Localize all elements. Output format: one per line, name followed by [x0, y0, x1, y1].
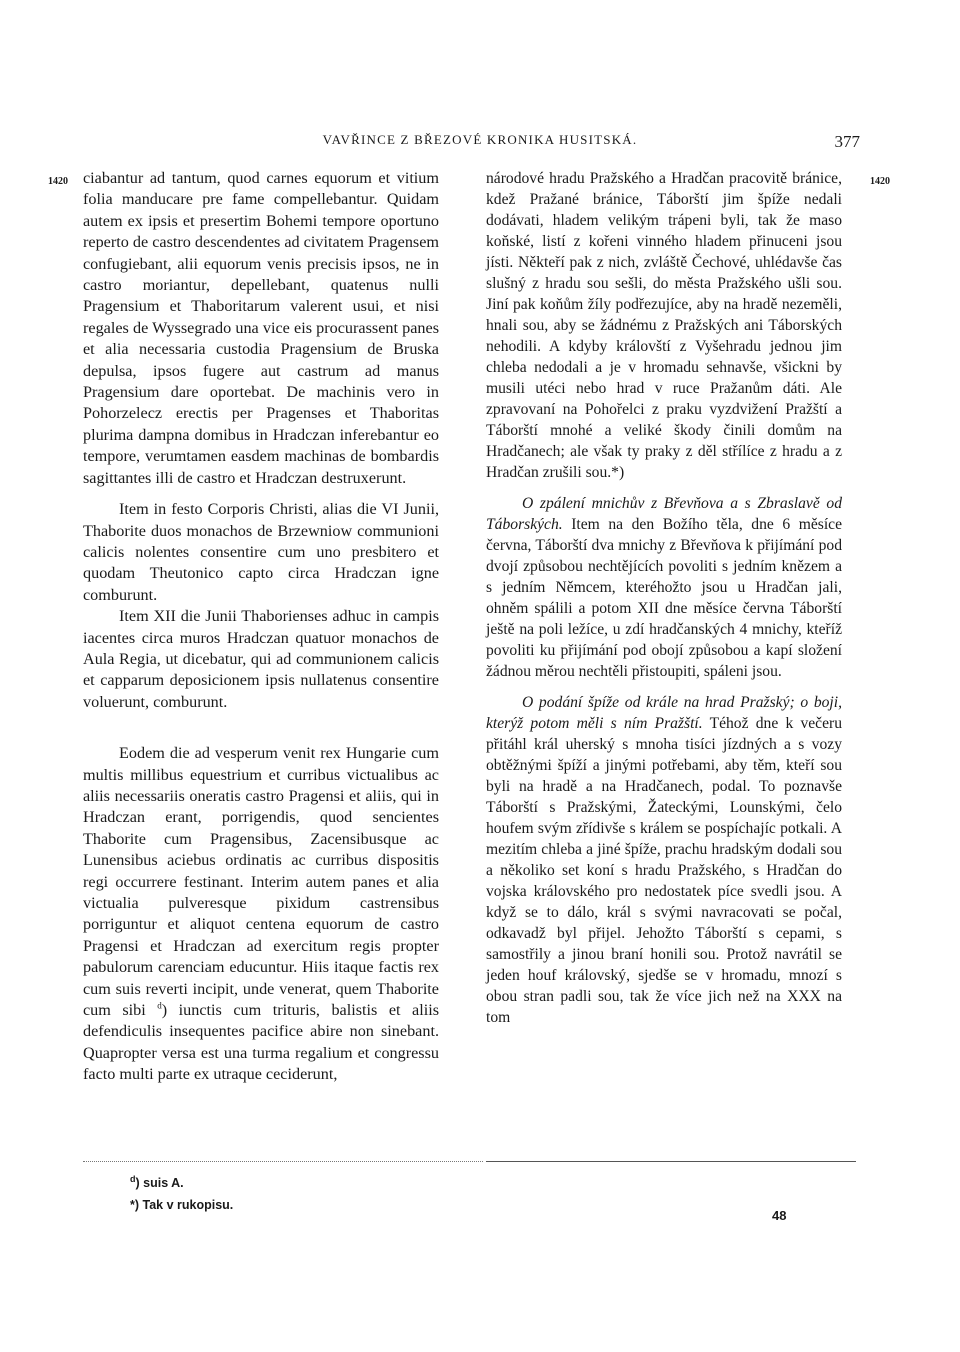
margin-year-right: 1420 [870, 176, 890, 187]
running-header [0, 132, 960, 156]
footnote-d-mark: d [130, 1173, 136, 1184]
section-heading-supplies: O podání špíže od krále na hrad Pražský; o boji, kterýž potom měli s ním Pražští. [486, 694, 842, 732]
czech-paragraph-1: národové hradu Pražského a Hradčan pracovitě bránice, kdež Pražané bránice, Táborští jim špíže nedali dodávati, hladem velikým trápeni byli, tak že maso koňské, listí z kořeni vinného hladem přinuceni jsou jísti. Někteří pak z nich, zvláště Čechové, uhlédavše čas slušný z hradu sou sešli, do města Pražského ušli sou. Jiní pak koňům žíly podřezujíce, aby na hradě nezeměli, hnali sou, aby se žádnému z Pražských ani Táborských nehodili. A kdyby královští z Vyšehradu jednou jim chleba nedodali a je v hromadu sehnavše, všickni by musili utéci nebo hrad v ruce Pražanům dáti. Ale zpravovaní na Pohořelci z praku vyzdvižení Pražští a Táborští mnohé a veliké škody činili domům na Hradčanech; ale však ty praky z děl střílíce z hradu a z Hradčan zrušili sou.*) [486, 170, 842, 481]
running-title: VAVŘINCE Z BŘEZOVÉ KRONIKA HUSITSKÁ. [322, 132, 638, 147]
margin-year-left: 1420 [48, 176, 68, 187]
latin-paragraph-4-part-2: ) iunctis cum trituris, balistis et aliis defendiculis insequentes pacifice abire non sinebant. Quapropter versa est una turma regalium et congressu facto multi parte ex utraque ceciderunt, [83, 1001, 439, 1084]
latin-paragraph-3: Item XII die Junii Thaborienses adhuc in campis iacentes circa muros Hradczan quatuor monachos de Aula Regia, ut dicebatur, qui ad communionem calicis et capparum deposicionem ipsis nullatenus consentire voluerunt, comburunt. [83, 607, 439, 711]
czech-paragraph-2-text: Item na den Božího těla, dne 6 měsíce června, Táborští dva mnichy z Břevňova k přijímání pod dvojí způsobou nechtějících povoliti s jedním knězem a s jedním Němcem, kteréhožto jsou u Hradčan jali, ohněm spálili a potom XII dne měsíce června Táborští ještě na poli ležíce, u zdí hradčanských 4 mnichy, kteříž povoliti ku přijímání pod obojí způsobou a kapí složení žádnou měrou nechtěli přistoupiti, spáleni jsou. [486, 516, 842, 680]
czech-paragraph-2 [486, 493, 842, 682]
czech-paragraph-3 [486, 692, 842, 1028]
latin-paragraph-4-part-1: Eodem die ad vesperum venit rex Hungarie cum multis millibus equestrium et curribus victualibus ac aliis necessariis oneratis castro Pragensi et aliis, qui in Hradczan erant, porrigendis, quod sencientes Thaborite cum Pragensibus, Zacensibusque ac Lunensibus aciebus ordinatis ac curribus dispositis regi occurrere festinant. Interim autem panes et alia victualia pulveresque pixidum castrensibus porriguntur et aliquot centena equorum de castro Pragensi et Hradczan ad exercitum regis propter pabulorum carenciam educuntur. Hiis itaque factis rex cum suis reverti incipit, unde venerat, quem Thaborite cum sibi [83, 744, 439, 1020]
footnotes [130, 1172, 233, 1216]
latin-paragraph-1: ciabantur ad tantum, quod carnes equorum et vitium folia manducare pre fame compellebantur. Quidam autem ex ipsis et presertim Bohemi tempore oportuno reperto de castro descendentes ad civitatem Pragensem confugiebant, alii equorum venis precisis ipsos, ne in castro moriantur, depellebant, quatenus nulli Pragensium et Thaboritarum valerent usui, et nisi regales de Wyssegrado una vice eis procurassent panes et alia necessaria custodia Pragensium de Bruska depulsa, ipsos fugere aut castrum ad manus Pragensium dare oportebat. De machinis vero in Pohorzelecz erectis per Pragenses et Thaboritas plurima dampna domibus in Hradczan inferebantur eo tempore, verumtamen easdem machinas de bombardis sagittantes illi de castro et Hradczan destruxerunt. [83, 169, 439, 487]
czech-paragraph-3-text: Téhož dne k večeru přitáhl král uherský s mnoha tisíci jízdných a s vozy obtěžnými špíží a jinými potřebami, aby těm, kteří sou byli na hradě a na Hradčanech, podal. To poznavše Táborští s Pražskými, Žateckými, Lounskými, čelo houfem svým zřídivše s králem se pospíchajíc potkali. A mezitím chleba a jiné špíže, prachu hradským dodali sou a několiko set koní s hradu Pražského, s Hradčan do vojska královského pro nedostatek píce svedli jsou. A když se to dálo, král s svými navracovati se počal, odkavadž byl přijel. Jehožto Táborští s cepami, s samostřily a jinou braní honili sou. Protož navrátil se jeden houf královský, sjedše se v hromadu, mnozí s obou stran padli sou, tak že více jich než na XXX na tom [486, 715, 842, 1026]
footnote-rule-left [83, 1161, 483, 1162]
footnote-star: *) Tak v rukopisu. [130, 1198, 234, 1212]
footnote-d-text: ) suis A. [135, 1176, 184, 1190]
footnote-d [130, 1172, 233, 1194]
footnote-rule-right [486, 1161, 856, 1162]
sheet-number: 48 [772, 1208, 787, 1223]
latin-column [83, 168, 439, 1086]
section-heading-monks: O zpálení mnichův z Břevňova a s Zbraslavě od Táborských. [486, 495, 842, 533]
czech-column [486, 168, 842, 1028]
latin-paragraph-4 [83, 743, 439, 1086]
latin-paragraph-2: Item in festo Corporis Christi, alias die VI Junii, Thaborite duos monachos de Brzewniow communioni calicis nolentes consentire cum uno presbitero et quodam Theutonico capto circa Hradczan igne comburunt. [83, 500, 439, 604]
footnote-ref-d: d [157, 1000, 162, 1011]
page-number: 377 [834, 132, 860, 151]
